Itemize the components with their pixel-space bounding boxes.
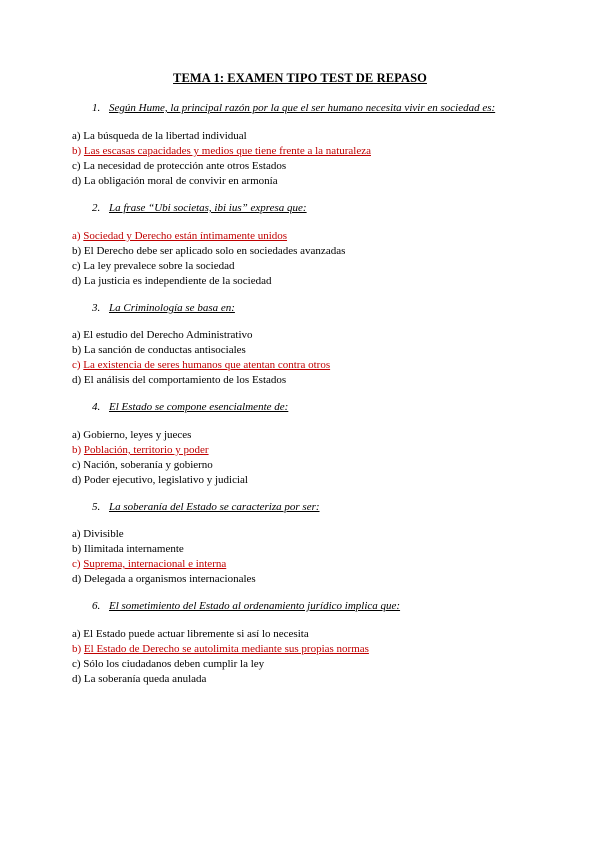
question-number: 1. — [92, 102, 101, 114]
question-number: 3. — [92, 302, 101, 314]
question-text: Según Hume, la principal razón por la que el ser humano necesita vivir en sociedad es: — [109, 102, 496, 114]
option-1b: b) Las escasas capacidades y medios que tiene frente a la naturaleza — [72, 145, 371, 157]
question-number: 2. — [92, 202, 101, 214]
question-5 — [92, 501, 320, 513]
option-6b: b) El Estado de Derecho se autolimita mediante sus propias normas — [72, 643, 369, 655]
option-2a: a) Sociedad y Derecho están íntimamente unidos — [72, 230, 288, 242]
option-2c: c) La ley prevalece sobre la sociedad — [72, 260, 235, 272]
question-text: El Estado se compone esencialmente de: — [109, 401, 289, 413]
option-4a: a) Gobierno, leyes y jueces — [72, 429, 192, 441]
question-number: 6. — [92, 600, 101, 612]
option-6d: d) La soberanía queda anulada — [72, 673, 207, 685]
option-1a: a) La búsqueda de la libertad individual — [72, 130, 247, 142]
option-3d: d) El análisis del comportamiento de los Estados — [72, 374, 287, 386]
option-5c: c) Suprema, internacional e interna — [72, 558, 227, 570]
question-1 — [92, 102, 495, 114]
option-6a: a) El Estado puede actuar libremente si así lo necesita — [72, 628, 309, 640]
option-4c: c) Nación, soberanía y gobierno — [72, 459, 213, 471]
option-5a: a) Divisible — [72, 528, 124, 540]
option-5b: b) Ilimitada internamente — [72, 543, 184, 555]
option-4d: d) Poder ejecutivo, legislativo y judicial — [72, 474, 248, 486]
option-1d: d) La obligación moral de convivir en armonía — [72, 175, 278, 187]
question-text: El sometimiento del Estado al ordenamiento jurídico implica que: — [109, 600, 401, 612]
option-4b: b) Población, territorio y poder — [72, 444, 209, 456]
option-3a: a) El estudio del Derecho Administrativo — [72, 329, 253, 341]
question-text: La Criminología se basa en: — [109, 302, 235, 314]
option-2b: b) El Derecho debe ser aplicado solo en sociedades avanzadas — [72, 245, 346, 257]
question-6 — [92, 600, 400, 612]
question-3 — [92, 302, 235, 314]
question-text: La soberanía del Estado se caracteriza por ser: — [109, 501, 320, 513]
question-number: 5. — [92, 501, 101, 513]
question-number: 4. — [92, 401, 101, 413]
option-2d: d) La justicia es independiente de la sociedad — [72, 275, 272, 287]
option-5d: d) Delegada a organismos internacionales — [72, 573, 256, 585]
option-3b: b) La sanción de conductas antisociales — [72, 344, 246, 356]
question-text: La frase “Ubi societas, ibi ius” expresa que: — [109, 202, 307, 214]
option-3c: c) La existencia de seres humanos que atentan contra otros — [72, 359, 331, 371]
question-4 — [92, 401, 288, 413]
question-2 — [92, 202, 307, 214]
option-1c: c) La necesidad de protección ante otros Estados — [72, 160, 287, 172]
option-6c: c) Sólo los ciudadanos deben cumplir la ley — [72, 658, 265, 670]
document-title: TEMA 1: EXAMEN TIPO TEST DE REPASO — [173, 71, 427, 85]
